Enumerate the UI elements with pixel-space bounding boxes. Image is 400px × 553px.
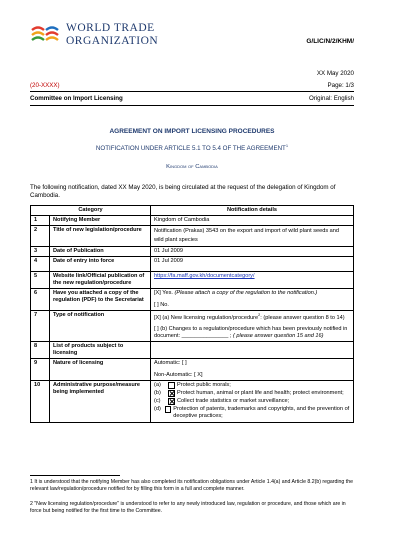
website-link[interactable]: https://fa.maff.gov.kh/documentcategory/ xyxy=(154,273,255,279)
footnote-2: 2 "New licensing regulation/procedure" is understood to refer to any newly introduced law, regulation or procedure, and those which are in force but being notified for the first time to the Committee. xyxy=(30,501,346,514)
table-row xyxy=(31,247,354,257)
licensing-automatic: Automatic: [ ] xyxy=(154,359,187,366)
notification-type-b-note: ( please answer question 15 and 16) xyxy=(233,332,324,339)
row-detail xyxy=(151,272,354,289)
document-symbol: G/LIC/N/2/KHM/ xyxy=(306,38,354,45)
row-category: List of products subject to licensing xyxy=(50,341,151,358)
table-row xyxy=(31,289,354,311)
purpose-item xyxy=(154,398,350,405)
purpose-text: Collect trade statistics or market surveillance; xyxy=(177,397,290,404)
row-number: 1 xyxy=(31,216,50,226)
row-detail xyxy=(151,380,354,422)
purpose-item xyxy=(154,382,350,389)
row-category: Date of Publication xyxy=(50,247,151,257)
row-category: Title of new legislation/procedure xyxy=(50,226,151,247)
row-detail xyxy=(151,311,354,342)
purpose-checkbox[interactable] xyxy=(168,390,175,397)
row-detail xyxy=(151,289,354,311)
document-number: (20-XXXX) xyxy=(30,82,60,89)
row-detail xyxy=(151,358,354,380)
purpose-item xyxy=(154,390,350,397)
table-row xyxy=(31,311,354,342)
agreement-title: AGREEMENT ON IMPORT LICENSING PROCEDURES xyxy=(109,128,275,135)
document-date: XX May 2020 xyxy=(316,70,354,77)
purpose-checkbox[interactable] xyxy=(168,398,175,405)
row-number: 3 xyxy=(31,247,50,257)
purpose-checkbox[interactable] xyxy=(168,382,175,389)
column-header-details: Notification details xyxy=(151,206,354,216)
purpose-text: Protect human, animal or plant life and health; protect environment; xyxy=(177,389,344,396)
licensing-non-automatic: Non-Automatic: [ X] xyxy=(154,371,203,378)
table-row xyxy=(31,341,354,358)
row-category: Administrative purpose/measure being implemented xyxy=(50,380,151,422)
notification-type-a: [X] (a) New licensing regulation/procedure xyxy=(154,314,259,321)
purpose-text: Protection of patents, trademarks and copyrights, and the prevention of deceptive practices; xyxy=(173,405,350,419)
header-divider xyxy=(30,91,354,92)
footnote-ref-1: 1 xyxy=(285,143,289,148)
wto-logo xyxy=(30,22,158,48)
purpose-letter: (a) xyxy=(154,381,161,388)
purpose-checkbox[interactable] xyxy=(165,406,171,413)
row-number: 6 xyxy=(31,289,50,311)
row-detail: Notification (Prakas) 3543 on the export and import of wild plant seeds and wild plant species xyxy=(151,226,354,247)
row-number: 2 xyxy=(31,226,50,247)
row-number: 7 xyxy=(31,311,50,342)
row-number: 8 xyxy=(31,341,50,358)
row-category: Website link/Official publication of the new regulation/procedure xyxy=(50,272,151,289)
table-row xyxy=(31,358,354,380)
header-divider-2 xyxy=(30,105,354,106)
attached-yes-option: [X] Yes. xyxy=(154,290,175,296)
table-row xyxy=(31,216,354,226)
table-row xyxy=(31,272,354,289)
notification-subtitle: NOTIFICATION UNDER ARTICLE 5.1 TO 5.4 OF THE AGREEMENT$^1$ xyxy=(95,143,289,153)
row-category: Nature of licensing xyxy=(50,358,151,380)
row-detail: Kingdom of Cambodia xyxy=(151,216,354,226)
footnote-ref-2: 2 xyxy=(258,313,261,317)
page-number: Page: 1/3 xyxy=(327,82,354,89)
row-category: Type of notification xyxy=(50,311,151,342)
row-number: 10 xyxy=(31,380,50,422)
footnote-divider xyxy=(30,475,120,476)
table-row xyxy=(31,257,354,272)
notification-type-b: [ ] (b) Changes to a regulation/procedure which has been previously notified in document: _______________ ; xyxy=(154,325,348,339)
original-language: Original: English xyxy=(308,95,354,102)
row-category: Notifying Member xyxy=(50,216,151,226)
wto-emblem-icon xyxy=(30,24,60,46)
row-number: 5 xyxy=(31,272,50,289)
notification-type-a-tail: : (please answer question 8 to 14) xyxy=(260,314,345,321)
column-header-category: Category xyxy=(31,206,151,216)
attached-no-option: [ ] No. xyxy=(154,302,169,308)
org-name-line2: ORGANIZATION xyxy=(66,35,159,47)
row-category: Date of entry into force xyxy=(50,257,151,272)
purpose-letter: (c) xyxy=(154,397,161,404)
table-header-row xyxy=(31,206,354,216)
table-row xyxy=(31,226,354,247)
purpose-text: Protect public morals; xyxy=(177,381,231,388)
row-detail: 01 Jul 2009 xyxy=(151,247,354,257)
intro-paragraph: The following notification, dated XX May 2020, is being circulated at the request of the delegation of Kingdom of Cambodia. xyxy=(30,184,336,199)
footnote-1: 1 It is understood that the notifying Member has also completed its notification obligations under Article 1.4(a) and Article 8.2(b) regarding the relevant law/regulation/procedure notified for by filling this form in a full and complete manner. xyxy=(30,479,353,492)
purpose-letter: (d) xyxy=(154,405,161,412)
row-detail: 01 Jul 2009 xyxy=(151,257,354,272)
purpose-letter: (b) xyxy=(154,389,161,396)
org-name-line1: WORLD TRADE xyxy=(66,22,155,34)
row-number: 9 xyxy=(31,358,50,380)
table-row xyxy=(31,380,354,422)
row-detail xyxy=(151,341,354,358)
country-heading: Kingdom of Cambodia xyxy=(166,164,218,170)
purpose-item xyxy=(154,406,350,420)
row-number: 4 xyxy=(31,257,50,272)
notification-table xyxy=(30,205,354,423)
row-category: Have you attached a copy of the regulation (PDF) to the Secretariat xyxy=(50,289,151,311)
attached-yes-note: (Please attach a copy of the regulation to the notification.) xyxy=(174,290,318,296)
committee-name: Committee on Import Licensing xyxy=(30,95,123,102)
